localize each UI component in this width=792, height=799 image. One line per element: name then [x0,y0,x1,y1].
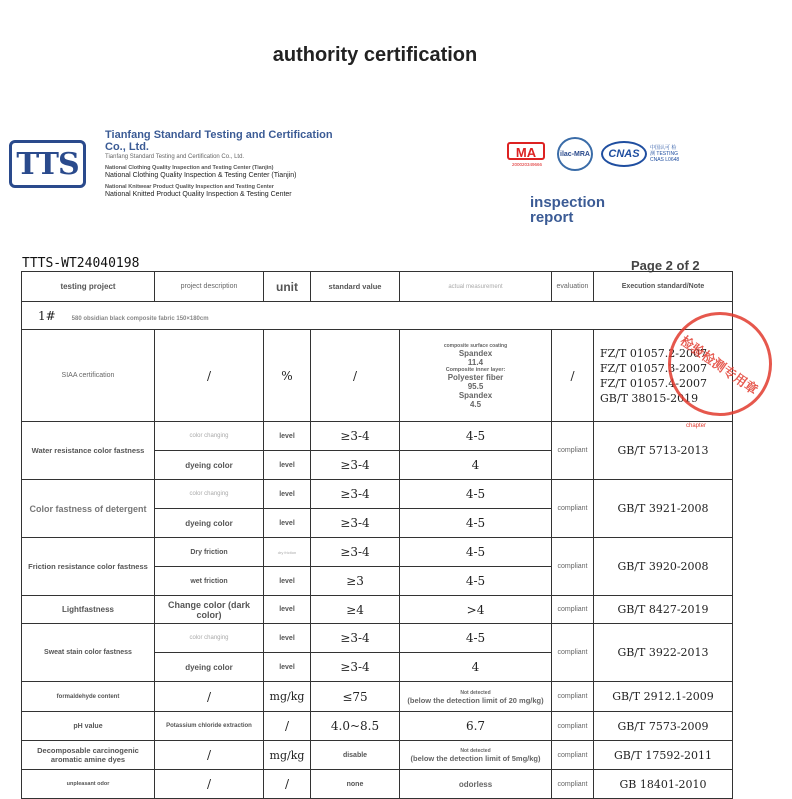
project-cell: Lightfastness [22,596,155,624]
unit-cell: % [264,330,311,422]
evaluation-cell: compliant [552,624,594,682]
unit-cell: / [264,770,311,799]
table-row [22,770,733,799]
execution-cell: GB/T 3920-2008 [594,538,733,596]
desc-cell: dyeing color [155,451,264,480]
center1-label: National Clothing Quality Inspection and Testing Center (Tianjin) [105,165,274,171]
results-table [21,271,733,799]
chapter-label: chapter [686,423,707,429]
th-measured: actual measurement [400,272,552,302]
desc-cell: color changing [155,422,264,451]
standard-cell: ≥3-4 [311,480,400,509]
evaluation-cell: compliant [552,712,594,741]
table-row [22,422,733,451]
project-cell: Color fastness of detergent [22,480,155,538]
unit-cell: level [264,624,311,653]
measured-cell: Not detected (below the detection limit of 5mg/kg) [400,741,552,770]
desc-cell: color changing [155,480,264,509]
th-project: testing project [22,272,155,302]
evaluation-cell: compliant [552,596,594,624]
execution-cell: GB/T 17592-2011 [594,741,733,770]
measured-cell: odorless [400,770,552,799]
th-evaluation: evaluation [552,272,594,302]
unit-cell: level [264,653,311,682]
evaluation-cell: / [552,330,594,422]
org-name: Tianfang Standard Testing and Certification Co., Ltd. [105,129,333,153]
measured-cell: 4-5 [400,422,552,451]
execution-cell: GB/T 3922-2013 [594,624,733,682]
execution-cell: GB 18401-2010 [594,770,733,799]
standard-cell: ≥3-4 [311,624,400,653]
unit-cell: level [264,596,311,624]
execution-cell: GB/T 3921-2008 [594,480,733,538]
report-number: TTTS-WT24040198 [22,256,140,271]
measured-cell: 4-5 [400,624,552,653]
measured-cell: >4 [400,596,552,624]
table-row [22,480,733,509]
table-row [22,741,733,770]
sample-name: 580 obsidian black composite fabric 150×180cm [71,315,209,322]
standard-cell: / [311,330,400,422]
page-number: Page 2 of 2 [631,258,700,273]
desc-cell: dyeing color [155,509,264,538]
measured-cell: 6.7 [400,712,552,741]
center2-name: National Knitted Product Quality Inspection & Testing Center [105,191,292,198]
desc-cell: color changing [155,624,264,653]
standard-cell: ≥3-4 [311,509,400,538]
project-cell: unpleasant odor [22,770,155,799]
table-row [22,712,733,741]
measured-cell: 4-5 [400,509,552,538]
desc-cell: wet friction [155,567,264,596]
th-execution: Execution standard/Note [594,272,733,302]
sample-row [22,302,733,330]
ilac-mra-icon: ilac-MRA [557,137,593,171]
org-name-sub: Tianfang Standard Testing and Certification Co., Ltd. [105,154,245,160]
tts-logo: TTS [9,140,86,188]
standard-cell: ≤75 [311,682,400,712]
center2-label: National Knitwear Product Quality Inspection and Testing Center [105,184,274,190]
table-row [22,538,733,567]
header-row [22,272,733,302]
standard-cell: ≥3-4 [311,538,400,567]
desc-cell: / [155,330,264,422]
desc-cell: / [155,770,264,799]
execution-cell: FZ/T 01057.2-2007 FZ/T 01057.3-2007 FZ/T 01057.4-2007 GB/T 38015-2019 [594,330,733,422]
unit-cell: level [264,480,311,509]
project-cell: formaldehyde content [22,682,155,712]
desc-cell: Potassium chloride extraction [155,712,264,741]
standard-cell: 4.0~8.5 [311,712,400,741]
project-cell: Friction resistance color fastness [22,538,155,596]
th-description: project description [155,272,264,302]
evaluation-cell: compliant [552,770,594,799]
sample-number: 1# [38,308,56,323]
center1-name: National Clothing Quality Inspection & Testing Center (Tianjin) [105,172,297,179]
unit-cell: dry friction [264,538,311,567]
standard-cell: ≥4 [311,596,400,624]
unit-cell: mg/kg [264,741,311,770]
execution-cell: GB/T 2912.1-2009 [594,682,733,712]
unit-cell: mg/kg [264,682,311,712]
evaluation-cell: compliant [552,682,594,712]
desc-cell: Dry friction [155,538,264,567]
project-cell: Decomposable carcinogenic aromatic amine dyes [22,741,155,770]
evaluation-cell: compliant [552,538,594,596]
standard-cell: ≥3-4 [311,422,400,451]
standard-cell: ≥3-4 [311,451,400,480]
desc-cell: Change color (dark color) [155,596,264,624]
standard-cell: disable [311,741,400,770]
cnas-mark-icon: CNAS 中国认可 检测 TESTING CNAS L0648 [601,141,680,167]
th-unit: unit [264,272,311,302]
measured-cell: 4 [400,653,552,682]
project-cell: Sweat stain color fastness [22,624,155,682]
org-block [105,129,335,199]
unit-cell: level [264,451,311,480]
table-row [22,682,733,712]
unit-cell: level [264,422,311,451]
th-standard: standard value [311,272,400,302]
project-cell: Water resistance color fastness [22,422,155,480]
standard-cell: ≥3 [311,567,400,596]
page-title: authority certification [272,44,478,66]
unit-cell: level [264,567,311,596]
execution-cell: GB/T 8427-2019 [594,596,733,624]
evaluation-cell: compliant [552,480,594,538]
table-row [22,596,733,624]
official-seal: 检验检测专用章 [648,292,792,437]
execution-cell: GB/T 7573-2009 [594,712,733,741]
evaluation-cell: compliant [552,741,594,770]
standard-cell: ≥3-4 [311,653,400,682]
accreditation-marks [505,137,680,171]
evaluation-cell: compliant [552,422,594,480]
siaa-row [22,330,733,422]
unit-cell: level [264,509,311,538]
standard-cell: none [311,770,400,799]
desc-cell: / [155,682,264,712]
measured-cell: Not detected (below the detection limit of 20 mg/kg) [400,682,552,712]
desc-cell: dyeing color [155,653,264,682]
ma-mark-icon: MA 200020349666 [505,140,549,168]
table-row [22,624,733,653]
project-cell: pH value [22,712,155,741]
report-title: inspection report [530,194,606,226]
measured-cell: 4-5 [400,480,552,509]
execution-cell: GB/T 5713-2013 [594,422,733,480]
desc-cell: / [155,741,264,770]
measured-cell: 4-5 [400,567,552,596]
project-cell: SIAA certification [22,330,155,422]
measured-cell: 4-5 [400,538,552,567]
measured-cell: 4 [400,451,552,480]
measured-cell: composite surface coating Spandex 11.4 Composite inner layer: Polyester fiber 95.5 Spandex 4.5 [400,330,552,422]
unit-cell: / [264,712,311,741]
